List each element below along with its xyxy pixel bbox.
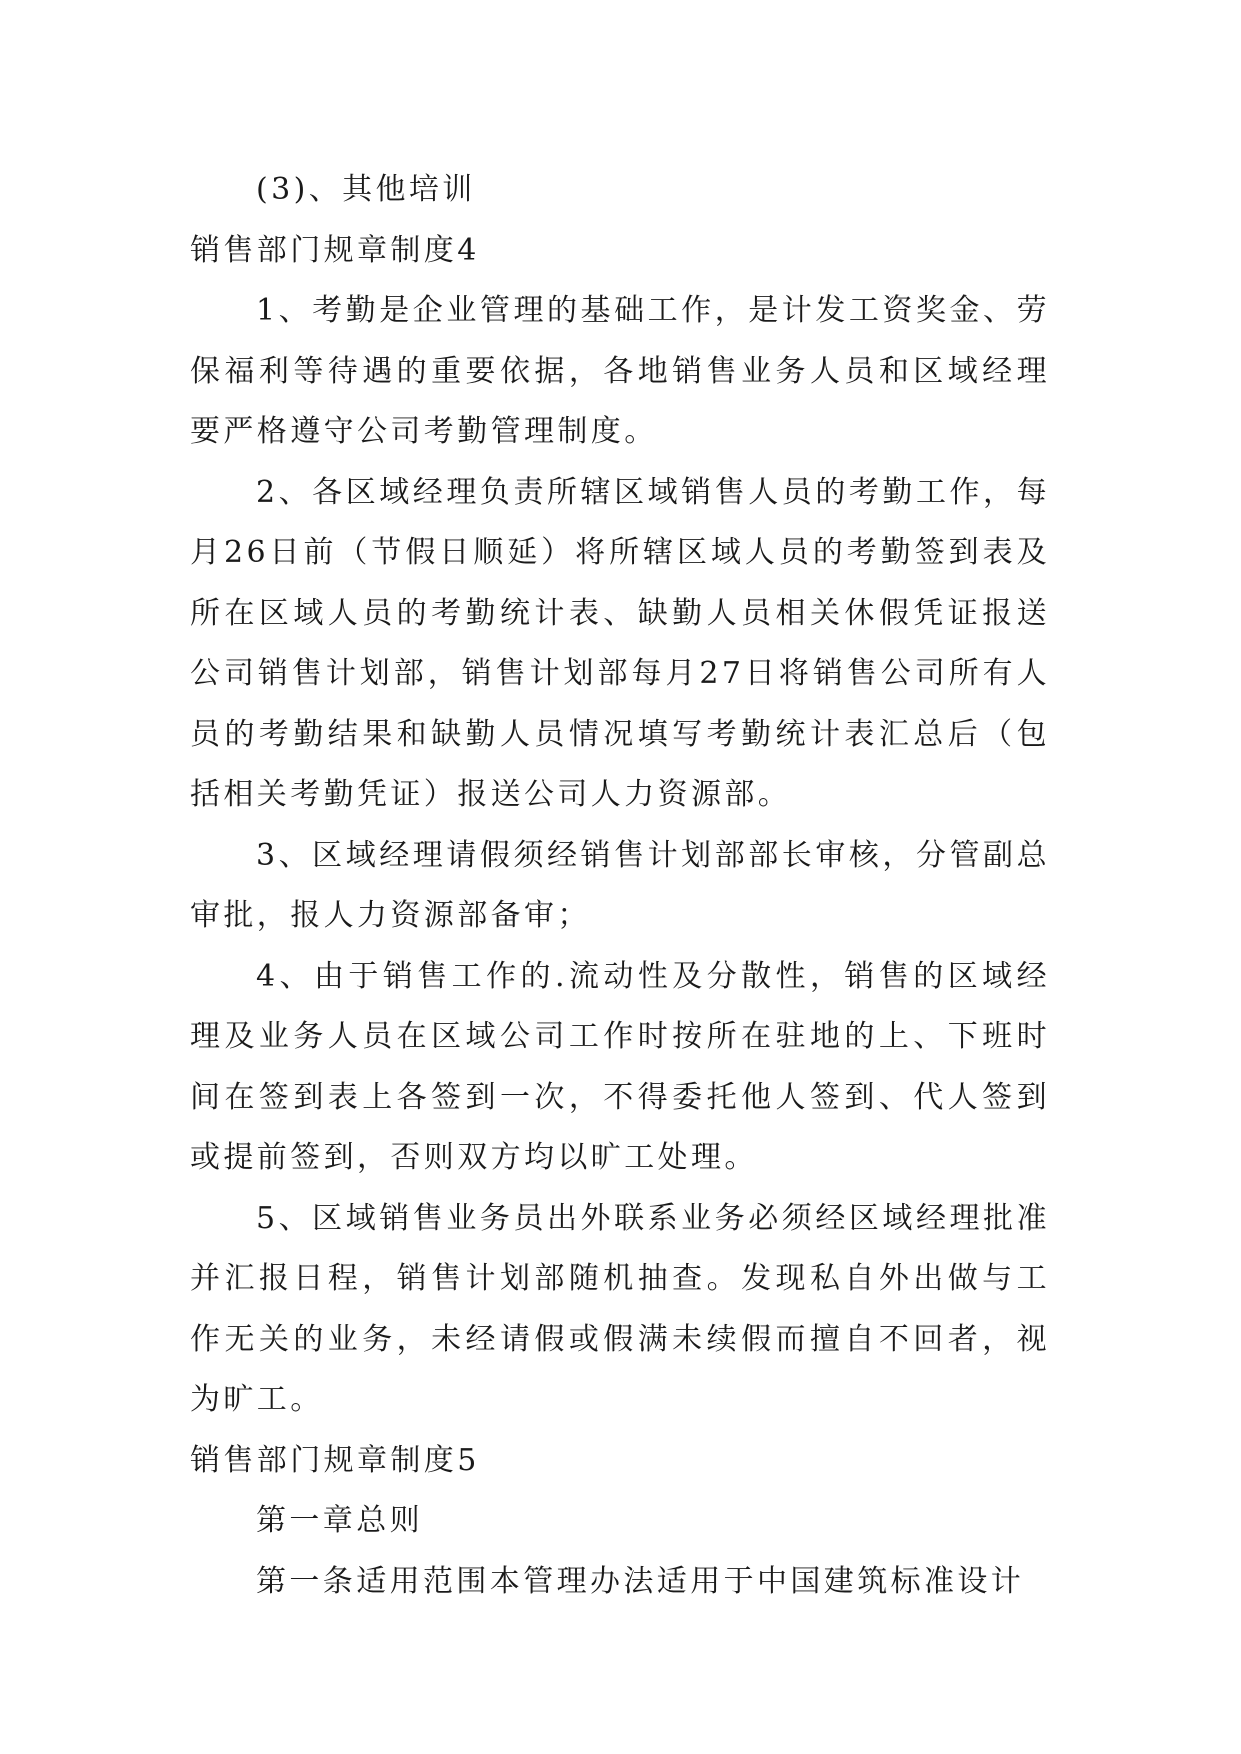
paragraph-attendance-basis: 1、考勤是企业管理的基础工作，是计发工资奖金、劳保福利等待遇的重要依据，各地销售业务人员和区域经理要严格遵守公司考勤管理制度。 [190,293,1050,449]
chapter-title: 第一章总则 [256,1503,423,1538]
paragraph-field-business: 5、区域销售业务员出外联系业务必须经区域经理批准并汇报日程，销售计划部随机抽查。发现私自外出做与工作无关的业务，未经请假或假满未续假而擅自不回者，视为旷工。 [190,1200,1050,1417]
section-heading-4: 销售部门规章制度4 [190,232,480,268]
paragraph-regional-attendance: 2、各区域经理负责所辖区域销售人员的考勤工作，每月26日前（节假日顺延）将所辖区域人员的考勤签到表及所在区域人员的考勤统计表、缺勤人员相关休假凭证报送公司销售计划部，销售计划部每月27日将销售公司所有人员的考勤结果和缺勤人员情况填写考勤统计表汇总后（包括相关考勤凭证）报送公司人力资源部。 [190,474,1050,812]
paragraph-other-training: (3)、其他培训 [256,172,476,207]
document-body [190,160,1050,1612]
section-heading-5: 销售部门规章制度5 [190,1442,480,1478]
paragraph-sign-in: 4、由于销售工作的.流动性及分散性，销售的区域经理及业务人员在区域公司工作时按所在驻地的上、下班时间在签到表上各签到一次，不得委托他人签到、代人签到或提前签到，否则双方均以旷工处理。 [190,958,1050,1175]
paragraph-scope: 第一条适用范围本管理办法适用于中国建筑标准设计 [256,1563,1025,1599]
paragraph-leave-approval: 3、区域经理请假须经销售计划部部长审核，分管副总审批，报人力资源部备审； [190,837,1050,933]
